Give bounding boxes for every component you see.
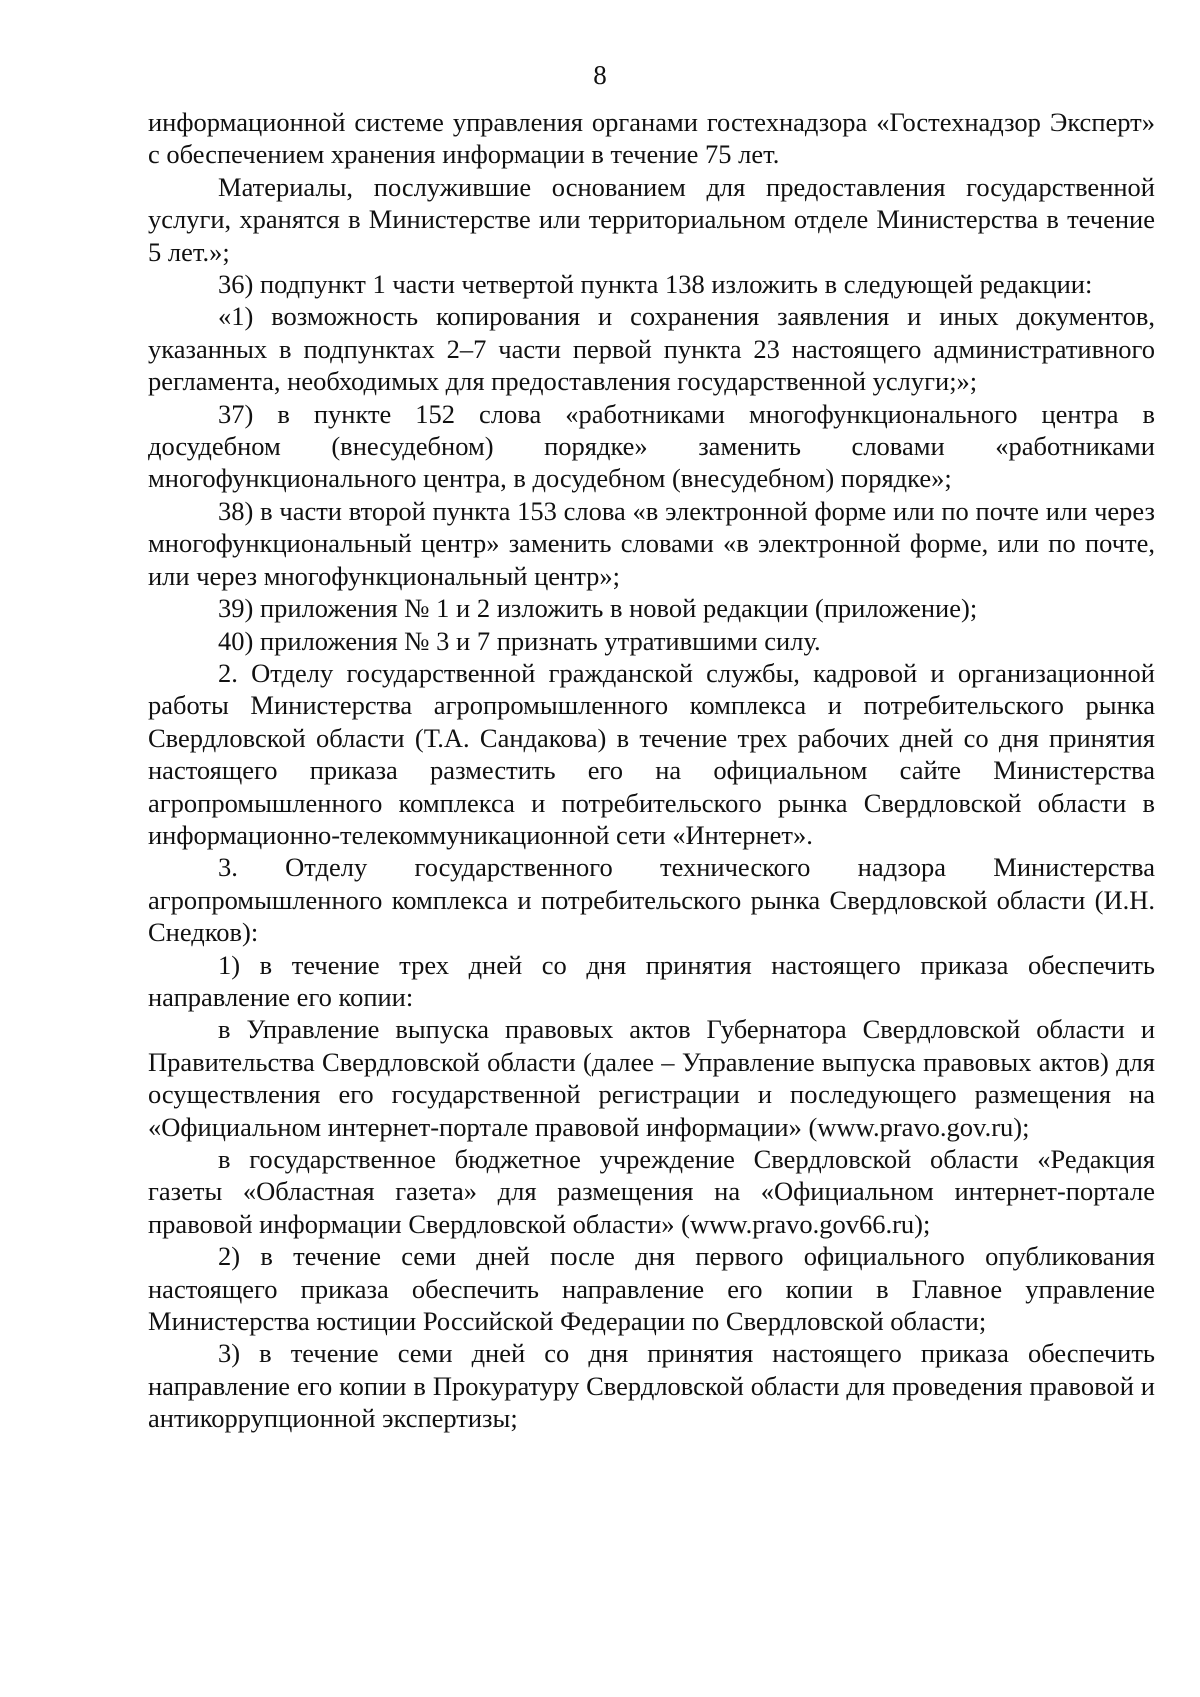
paragraph-item-39: 39) приложения № 1 и 2 изложить в новой редакции (приложение); [218, 593, 978, 624]
paragraph-item-37: 37) в пункте 152 слова «работниками многофункционального центра в досудебном (внесудебном) порядке» заменить словами «работниками многофункционального центра, в досудебном (внесудебном) порядке»; [148, 398, 1155, 494]
paragraph-item-36: 36) подпункт 1 части четвертой пункта 138 изложить в следующей редакции: [218, 269, 1093, 300]
paragraph-section-3-item-2: 2) в течение семи дней после дня первого официального опубликования настоящего приказа обеспечить направление его копии в Главное управление Министерства юстиции Российской Федерации по Свердловской области; [148, 1241, 1155, 1337]
paragraph-item-38: 38) в части второй пункта 153 слова «в электронной форме или по почте или через многофункциональный центр» заменить словами «в электронной форме, или по почте, или через многофункциональный центр»; [148, 495, 1155, 591]
paragraph-continuation: информационной системе управления органами гостехнадзора «Гостехнадзор Эксперт» с обеспечением хранения информации в течение 75 лет. [148, 107, 1155, 170]
paragraph-item-40: 40) приложения № 3 и 7 признать утратившими силу. [218, 625, 821, 656]
paragraph-item-36-text: «1) возможность копирования и сохранения заявления и иных документов, указанных в подпунктах 2–7 части первой пункта 23 настоящего административного регламента, необходимых для предоставления государственной услуги;»; [148, 301, 1155, 397]
page-number: 8 [593, 60, 607, 90]
paragraph-materials: Материалы, послужившие основанием для предоставления государственной услуги, хранятся в Министерстве или территориальном отделе Министерства в течение 5 лет.»; [148, 171, 1155, 267]
document-body [148, 106, 1155, 1435]
paragraph-section-2: 2. Отделу государственной гражданской службы, кадровой и организационной работы Министерства агропромышленного комплекса и потребительского рынка Свердловской области (Т.А. Сандакова) в течение трех рабочих дней со дня принятия настоящего приказа разместить его на официальном сайте Министерства агропромышленного комплекса и потребительского рынка Свердловской области в информационно-телекоммуникационной сети «Интернет». [148, 657, 1155, 850]
paragraph-section-3-item-3: 3) в течение семи дней со дня принятия настоящего приказа обеспечить направление его копии в Прокуратуру Свердловской области для проведения правовой и антикоррупционной экспертизы; [148, 1338, 1155, 1434]
paragraph-section-3-item-1: 1) в течение трех дней со дня принятия настоящего приказа обеспечить направление его копии: [148, 949, 1155, 1012]
paragraph-recipient-2: в государственное бюджетное учреждение Свердловской области «Редакция газеты «Областная газета» для размещения на «Официальном интернет-портале правовой информации Свердловской области» (www.pravo.gov66.ru); [148, 1144, 1155, 1239]
paragraph-section-3: 3. Отделу государственного технического надзора Министерства агропромышленного комплекса и потребительского рынка Свердловской области (И.Н. Снедков): [148, 852, 1155, 948]
paragraph-recipient-1: в Управление выпуска правовых актов Губернатора Свердловской области и Правительства Свердловской области (далее – Управление выпуска правовых актов) для осуществления его государственной регистрации и последующего размещения на «Официальном интернет-портале правовой информации» (www.pravo.gov.ru); [148, 1014, 1155, 1142]
